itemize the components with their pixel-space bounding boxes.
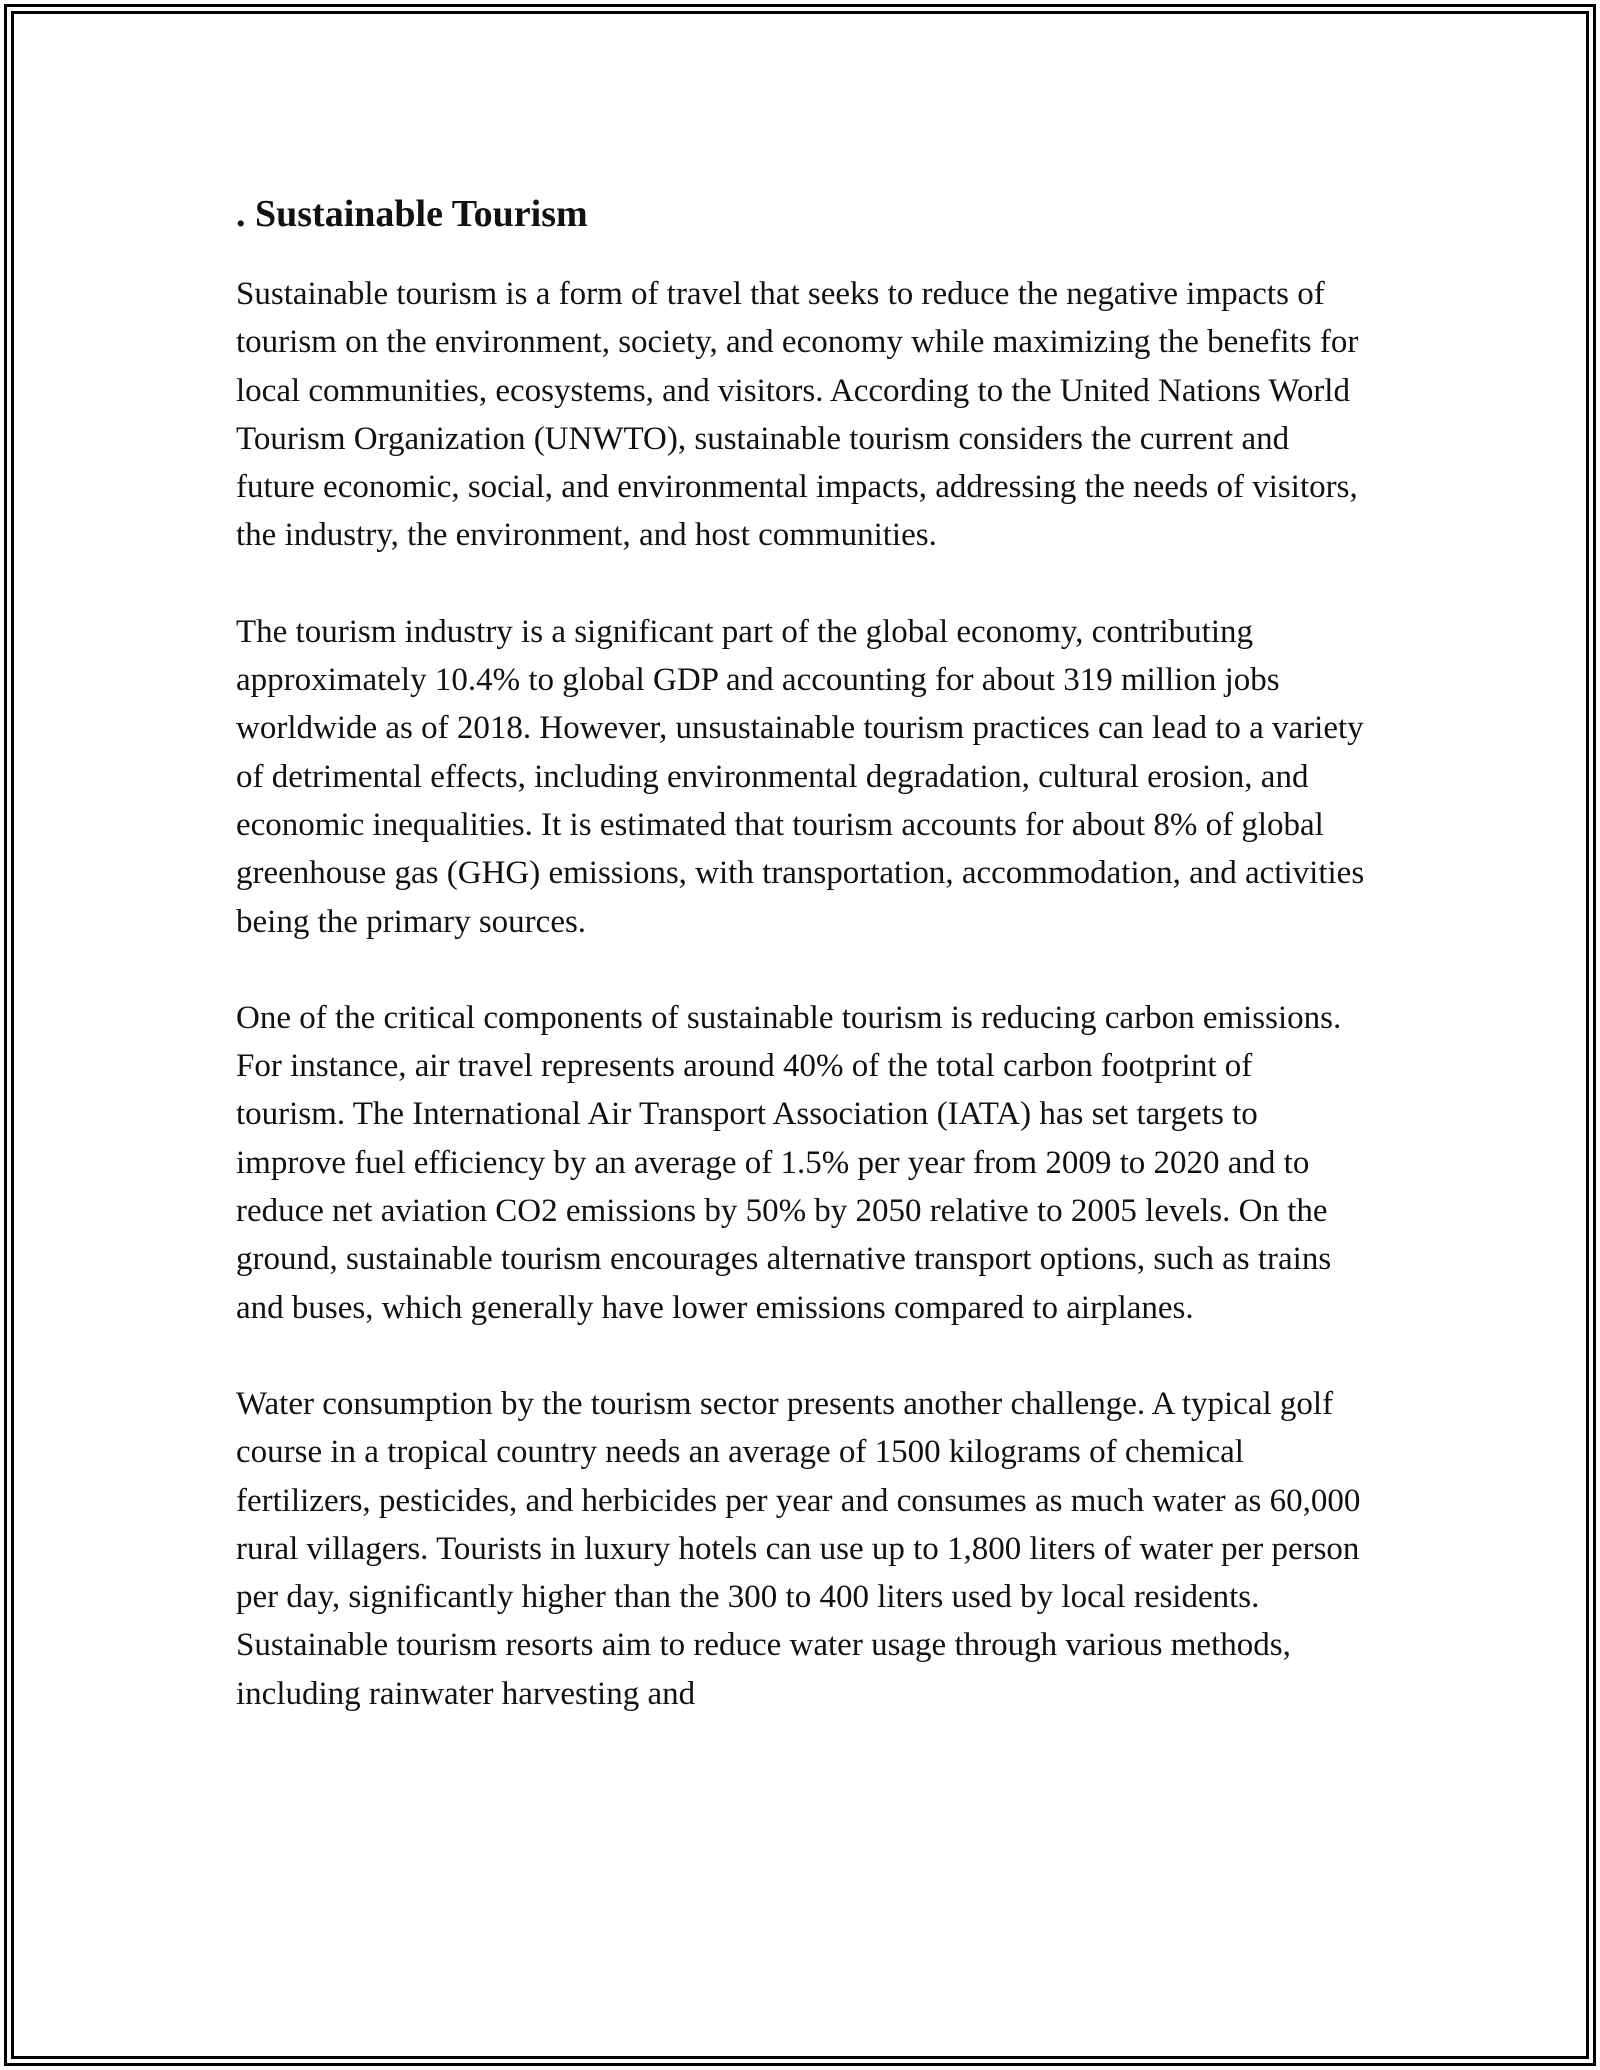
document-body bbox=[236, 186, 1366, 1766]
paragraph-economy: The tourism industry is a significant part of the global economy, contributing approximately 10.4% to global GDP and accounting for about 319 million jobs worldwide as of 2018. However, unsustainable tourism practices can lead to a variety of detrimental effects, including environmental degradation, cultural erosion, and economic inequalities. It is estimated that tourism accounts for about 8% of global greenhouse gas (GHG) emissions, with transportation, accommodation, and activities being the primary sources. bbox=[236, 613, 1365, 940]
paragraph-carbon-emissions: One of the critical components of sustainable tourism is reducing carbon emissions. For instance, air travel represents around 40% of the total carbon footprint of tourism. The International Air Transport Association (IATA) has set targets to improve fuel efficiency by an average of 1.5% per year from 2009 to 2020 and to reduce net aviation CO2 emissions by 50% by 2050 relative to 2005 levels. On the ground, sustainable tourism encourages alternative transport options, such as trains and buses, which generally have lower emissions compared to airplanes. bbox=[236, 999, 1342, 1326]
paragraph-water-consumption: Water consumption by the tourism sector presents another challenge. A typical golf course in a tropical country needs an average of 1500 kilograms of chemical fertilizers, pesticides, and herbicides per year and consumes as much water as 60,000 rural villagers. Tourists in luxury hotels can use up to 1,800 liters of water per person per day, significantly higher than the 300 to 400 liters used by local residents. Sustainable tourism resorts aim to reduce water usage through various methods, including rainwater harvesting and bbox=[236, 1385, 1361, 1712]
paragraph-intro: Sustainable tourism is a form of travel that seeks to reduce the negative impacts of tourism on the environment, society, and economy while maximizing the benefits for local communities, ecosystems, and visitors. According to the United Nations World Tourism Organization (UNWTO), sustainable tourism considers the current and future economic, social, and environmental impacts, addressing the needs of visitors, the industry, the environment, and host communities. bbox=[236, 276, 1359, 554]
section-heading: . Sustainable Tourism bbox=[236, 193, 588, 235]
